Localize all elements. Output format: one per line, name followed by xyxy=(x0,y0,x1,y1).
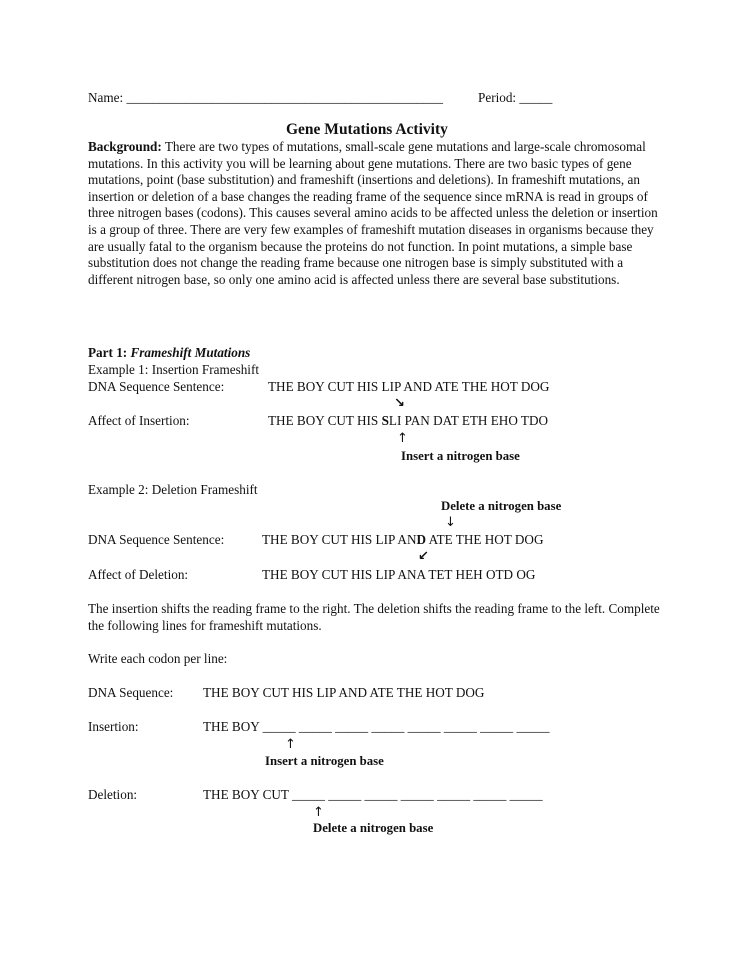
inserted-base: S xyxy=(381,413,389,428)
exercise-deletion-label: Deletion: xyxy=(88,787,138,802)
example2-dna-sequence xyxy=(262,532,543,548)
exercise-dna-sequence: THE BOY CUT HIS LIP AND ATE THE HOT DOG xyxy=(203,685,485,700)
exercise-insertion-note: Insert a nitrogen base xyxy=(265,754,384,768)
part1-heading xyxy=(88,345,250,361)
deletion-codon-blanks[interactable]: THE BOY CUT _____ _____ _____ _____ _____ _____ _____ xyxy=(203,787,543,802)
dna-text-pre: THE BOY CUT HIS LIP AN xyxy=(262,532,417,547)
example2-affect-label: Affect of Deletion: xyxy=(88,567,189,582)
affect-text-pre: THE BOY CUT HIS xyxy=(268,413,382,428)
deletion-diagonal-arrow-icon: ↙ xyxy=(418,549,429,564)
example1-affect-label: Affect of Insertion: xyxy=(88,413,190,428)
part1-label: Part 1: xyxy=(88,345,131,360)
deletion-down-arrow-icon: ↓ xyxy=(445,515,456,530)
example1-heading: Example 1: Insertion Frameshift xyxy=(88,362,260,377)
example2-affect-sequence: THE BOY CUT HIS LIP ANA TET HEH OTD OG xyxy=(262,567,536,582)
exercise-dna-label: DNA Sequence: xyxy=(88,685,174,700)
exercise-insertion-label: Insertion: xyxy=(88,719,139,734)
exercise-deletion-note: Delete a nitrogen base xyxy=(313,821,434,835)
dna-text-post: ATE THE HOT DOG xyxy=(426,532,544,547)
insertion-diagonal-arrow-icon: ↘ xyxy=(394,396,405,411)
exercise-insertion-up-arrow-icon: ↑ xyxy=(285,737,296,752)
name-line[interactable]: Name: ________________________________________________ xyxy=(88,90,443,105)
example1-note: Insert a nitrogen base xyxy=(401,449,520,463)
insertion-codon-blanks[interactable]: THE BOY _____ _____ _____ _____ _____ _____ _____ _____ xyxy=(203,719,550,734)
affect-text-post: LI PAN DAT ETH EHO TDO xyxy=(388,413,549,428)
part1-title: Frameshift Mutations xyxy=(130,345,251,360)
example2-heading: Example 2: Deletion Frameshift xyxy=(88,482,258,497)
example2-dna-label: DNA Sequence Sentence: xyxy=(88,532,225,547)
background-label: Background: xyxy=(88,139,162,154)
deleted-base: D xyxy=(416,532,426,547)
example1-affect-sequence xyxy=(268,413,548,429)
exercise-deletion-up-arrow-icon: ↑ xyxy=(313,805,324,820)
background-paragraph xyxy=(88,139,660,288)
page-title: Gene Mutations Activity xyxy=(286,121,448,138)
insertion-up-arrow-icon: ↑ xyxy=(397,431,408,446)
example1-dna-label: DNA Sequence Sentence: xyxy=(88,379,225,394)
instruction-text: Write each codon per line: xyxy=(88,651,228,666)
explanation-paragraph: The insertion shifts the reading frame to the right. The deletion shifts the reading frame to the left. Complete the following lines for frameshift mutations. xyxy=(88,601,660,633)
example1-dna-sequence: THE BOY CUT HIS LIP AND ATE THE HOT DOG xyxy=(268,379,550,394)
example2-note: Delete a nitrogen base xyxy=(441,499,562,513)
period-line[interactable]: Period: _____ xyxy=(478,90,553,105)
background-text: There are two types of mutations, small-scale gene mutations and large-scale chromosomal mutations. In this activity you will be learning about gene mutations. There are two basic types of gene mutations, point (base substitution) and frameshift (insertions and deletions). In frameshift mutations, an insertion or deletion of a base changes the reading frame of the sequence since mRNA is read in groups of three nitrogen bases (codons). This causes several amino acids to be affected unless the deletion or insertion is a group of three. There are very few examples of frameshift mutation diseases in organisms because they are usually fatal to the organism because the proteins do not function. In point mutations, a simple base substitution does not change the reading frame because one nitrogen base is simply substituted with a different nitrogen base, so only one amino acid is affected unless there are several base substitutions. xyxy=(88,139,658,287)
